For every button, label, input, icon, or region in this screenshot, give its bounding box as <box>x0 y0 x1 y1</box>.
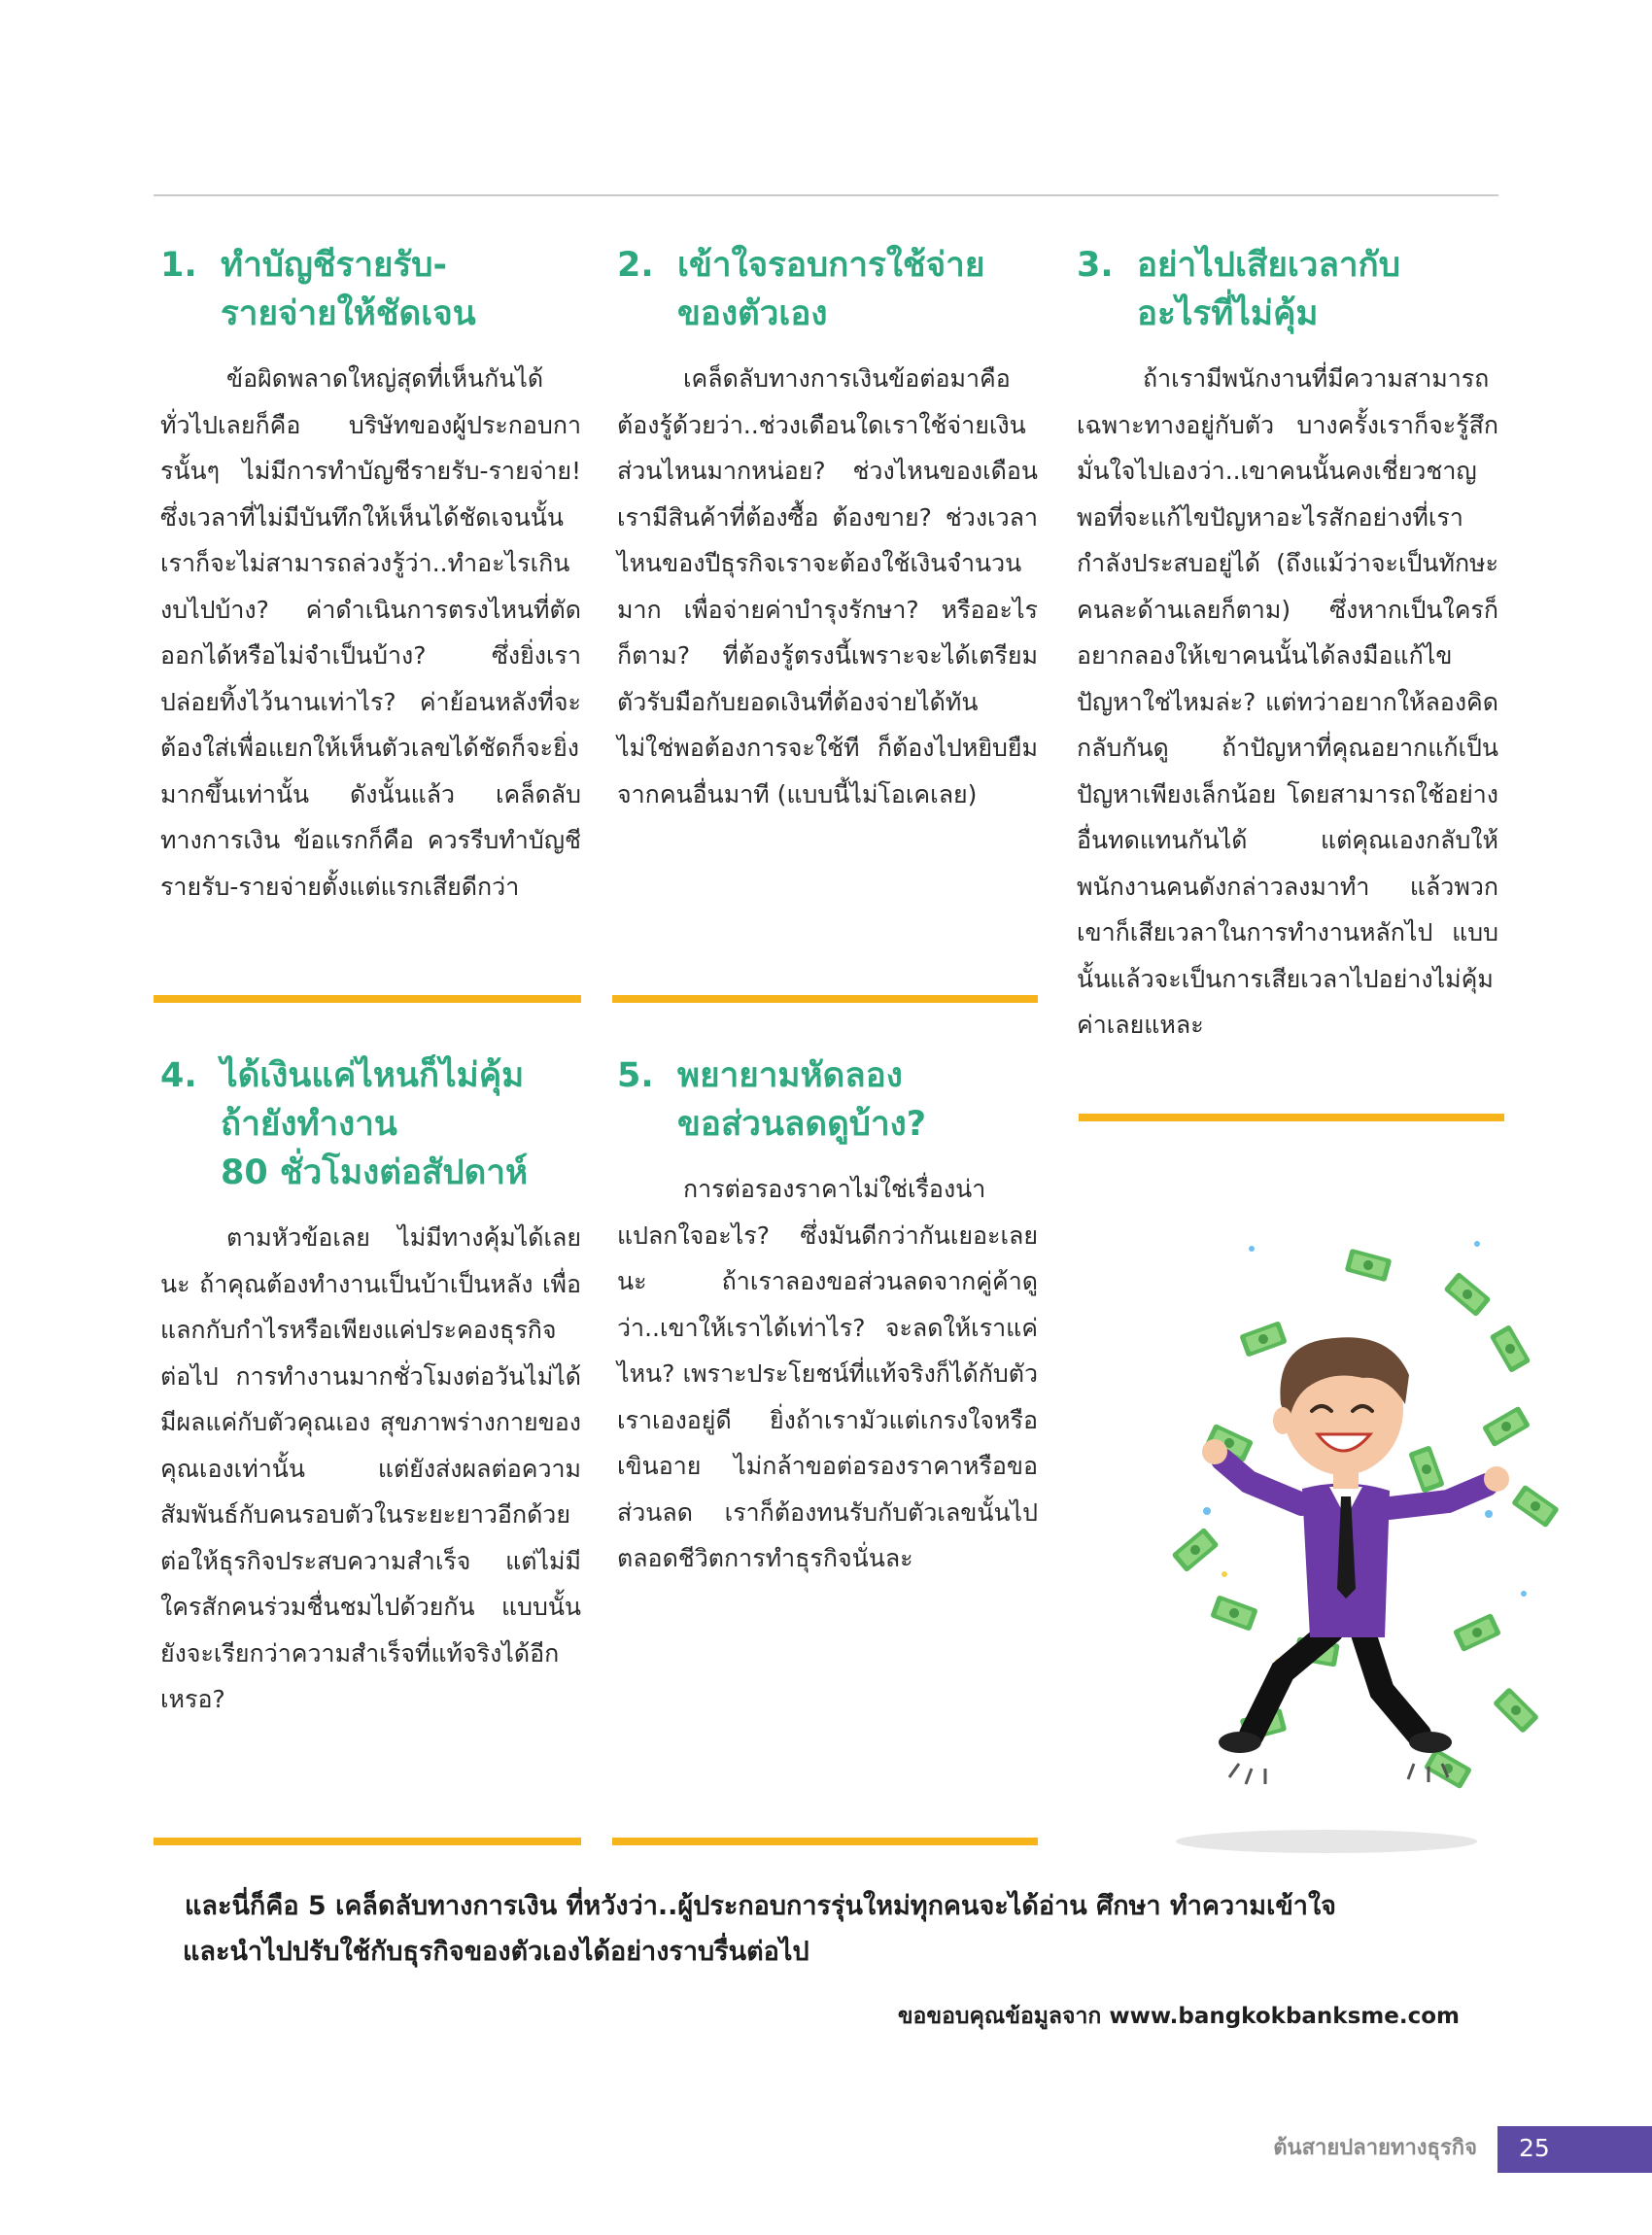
section-5-body: การต่อรองราคาไม่ใช่เรื่องน่าแปลกใจอะไร? ซึ่งมันดีกว่ากันเยอะเลยนะ ถ้าเราลองขอส่วนลดจากคู่ค้าดูว่า..เขาให้เราได้เท่าไร? จะลดให้เราแค่ไหน? เพราะประโยชน์ที่แท้จริงก็ได้กับตัวเราเองอยู่ดี ยิ่งถ้าเรามัวแต่เกรงใจหรือเขินอาย ไม่กล้าขอต่อรองราคาหรือขอส่วนลด เราก็ต้องทนรับกับตัวเลขนั้นไปตลอดชีวิตการทำธุรกิจนั่นละ <box>617 1175 1038 1572</box>
section-4-heading <box>160 1051 581 1197</box>
section-5-heading <box>617 1051 1038 1149</box>
section-1-title-line: รายจ่ายให้ชัดเจน <box>221 294 476 333</box>
section-4-title-line: ถ้ายังทำงาน <box>221 1105 397 1144</box>
section-4 <box>160 1051 581 1747</box>
bill-icon <box>1424 1748 1472 1790</box>
closing-line-2: และนำไปปรับใช้กับธุรกิจของตัวเองได้อย่างราบรื่นต่อไป <box>183 1937 809 1967</box>
gold-divider <box>612 1838 1038 1845</box>
gold-divider <box>154 1838 581 1845</box>
bill-icon <box>1239 1321 1288 1358</box>
bill-icon <box>1490 1324 1532 1373</box>
section-1-body: ข้อผิดพลาดใหญ่สุดที่เห็นกันได้ทั่วไปเลยก็คือ บริษัทของผู้ประกอบการนั้นๆ ไม่มีการทำบัญชีรายรับ-รายจ่าย! ซึ่งเวลาที่ไม่มีบันทึกให้เห็นได้ชัดเจนนั้น เราก็จะไม่สามารถล่วงรู้ว่า..ทำอะไรเกินงบไปบ้าง? ค่าดำเนินการตรงไหนที่ตัดออกได้หรือไม่จำเป็นบ้าง? ซึ่งยิ่งเราปล่อยทิ้งไว้นานเท่าไร? ค่าย้อนหลังที่จะต้องใส่เพื่อแยกให้เห็นตัวเลขได้ชัดก็จะยิ่งมากขึ้นเท่านั้น ดังนั้นแล้ว เคล็ดลับทางการเงิน ข้อแรกก็คือ ควรรีบทำบัญชีรายรับ-รายจ่ายตั้งแต่แรกเสียดีกว่า <box>160 364 581 901</box>
section-3-heading <box>1077 241 1498 338</box>
section-1-heading <box>160 241 581 338</box>
section-1-title-line: ทำบัญชีรายรับ- <box>221 246 448 285</box>
bill-icon <box>1453 1613 1501 1652</box>
ground-shadow <box>1176 1830 1477 1853</box>
section-3-body: ถ้าเรามีพนักงานที่มีความสามารถเฉพาะทางอยู่กับตัว บางครั้งเราก็จะรู้สึกมั่นใจไปเองว่า..เขาคนนั้นคงเชี่ยวชาญพอที่จะแก้ไขปัญหาอะไรสักอย่างที่เรากำลังประสบอยู่ได้ (ถึงแม้ว่าจะเป็นทักษะคนละด้านเลยก็ตาม) ซึ่งหากเป็นใครก็อยากลองให้เขาคนนั้นได้ลงมือแก้ไขปัญหาใช่ไหมล่ะ? แต่ทว่าอยากให้ลองคิดกลับกันดู ถ้าปัญหาที่คุณอยากแก้เป็นปัญหาเพียงเล็กน้อย โดยสามารถใช้อย่างอื่นทดแทนกันได้ แต่คุณเองกลับให้พนักงานคนดังกล่าวลงมาทำ แล้วพวกเขาก็เสียเวลาในการทำงานหลักไป แบบนั้นแล้วจะเป็นการเสียเวลาไปอย่างไม่คุ้มค่าเลยแหละ <box>1077 364 1498 1039</box>
section-2-heading <box>617 241 1038 338</box>
section-2-title-line: ของตัวเอง <box>677 294 828 333</box>
bill-icon <box>1345 1249 1393 1283</box>
section-2-number: 2. <box>617 246 654 285</box>
section-4-number: 4. <box>160 1056 197 1095</box>
bill-icon <box>1482 1406 1531 1448</box>
bill-icon <box>1408 1445 1445 1494</box>
section-4-title-line: ได้เงินแค่ไหนก็ไม่คุ้ม <box>221 1056 525 1095</box>
section-4-body: ตามหัวข้อเลย ไม่มีทางคุ้มได้เลยนะ ถ้าคุณต้องทำงานเป็นบ้าเป็นหลัง เพื่อแลกกับกำไรหรือเพียงแค่ประคองธุรกิจต่อไป การทำงานมากชั่วโมงต่อวันไม่ได้มีผลแค่กับตัวคุณเอง สุขภาพร่างกายของคุณเองเท่านั้น แต่ยังส่งผลต่อความสัมพันธ์กับคนรอบตัวในระยะยาวอีกด้วย ต่อให้ธุรกิจประสบความสำเร็จ แต่ไม่มีใครสักคนร่วมชื่นชมไปด้วยกัน แบบนั้นยังจะเรียกว่าความสำเร็จที่แท้จริงได้อีกเหรอ? <box>160 1223 581 1713</box>
closing-paragraph <box>185 1883 1506 1975</box>
closing-line-1: และนี่ก็คือ 5 เคล็ดลับทางการเงิน ที่หวังว่า..ผู้ประกอบการรุ่นใหม่ทุกคนจะได้อ่าน ศึกษา ทำความเข้าใจ <box>185 1891 1336 1921</box>
magazine-name: ต้นสายปลายทางธุรกิจ <box>1273 2136 1477 2160</box>
bill-icon <box>1511 1485 1560 1529</box>
section-1 <box>160 241 581 934</box>
gold-divider <box>154 995 581 1003</box>
page-number-badge <box>1497 2126 1652 2173</box>
section-3-title-line: อย่าไปเสียเวลากับ <box>1137 246 1400 285</box>
gold-divider <box>612 995 1038 1003</box>
section-2 <box>617 241 1038 842</box>
section-5-number: 5. <box>617 1056 654 1095</box>
section-3 <box>1077 241 1498 1073</box>
section-5 <box>617 1051 1038 1606</box>
source-credit: ขอขอบคุณข้อมูลจาก www.bangkokbanksme.com <box>897 2004 1460 2029</box>
bill-icon <box>1210 1595 1258 1632</box>
section-4-title-line: 80 ชั่วโมงต่อสัปดาห์ <box>221 1153 529 1192</box>
section-5-title-line: พยายามหัดลอง <box>677 1056 903 1095</box>
section-5-title-line: ขอส่วนลดดูบ้าง? <box>677 1105 927 1144</box>
section-3-title-line: อะไรที่ไม่คุ้ม <box>1137 294 1319 333</box>
top-divider <box>154 194 1498 196</box>
bill-icon <box>1171 1528 1219 1573</box>
bill-icon <box>1443 1272 1491 1318</box>
section-3-number: 3. <box>1077 246 1114 285</box>
section-1-number: 1. <box>160 246 197 285</box>
gold-divider <box>1079 1114 1504 1121</box>
page-number: 25 <box>1519 2134 1550 2162</box>
bill-icon <box>1493 1687 1539 1734</box>
section-2-body: เคล็ดลับทางการเงินข้อต่อมาคือ ต้องรู้ด้วยว่า..ช่วงเดือนใดเราใช้จ่ายเงินส่วนไหนมากหน่อย? ช่วงไหนของเดือนเรามีสินค้าที่ต้องซื้อ ต้องขาย? ช่วงเวลาไหนของปีธุรกิจเราจะต้องใช้เงินจำนวนมาก เพื่อจ่ายค่าบำรุงรักษา? หรืออะไรก็ตาม? ที่ต้องรู้ตรงนี้เพราะจะได้เตรียมตัวรับมือกับยอดเงินที่ต้องจ่ายได้ทัน ไม่ใช่พอต้องการจะใช้ที ก็ต้องไปหยิบยืมจากคนอื่นมาที (แบบนี้ไม่โอเคเลย) <box>617 364 1038 808</box>
section-2-title-line: เข้าใจรอบการใช้จ่าย <box>677 246 985 285</box>
money-man-illustration <box>1079 1205 1565 1866</box>
